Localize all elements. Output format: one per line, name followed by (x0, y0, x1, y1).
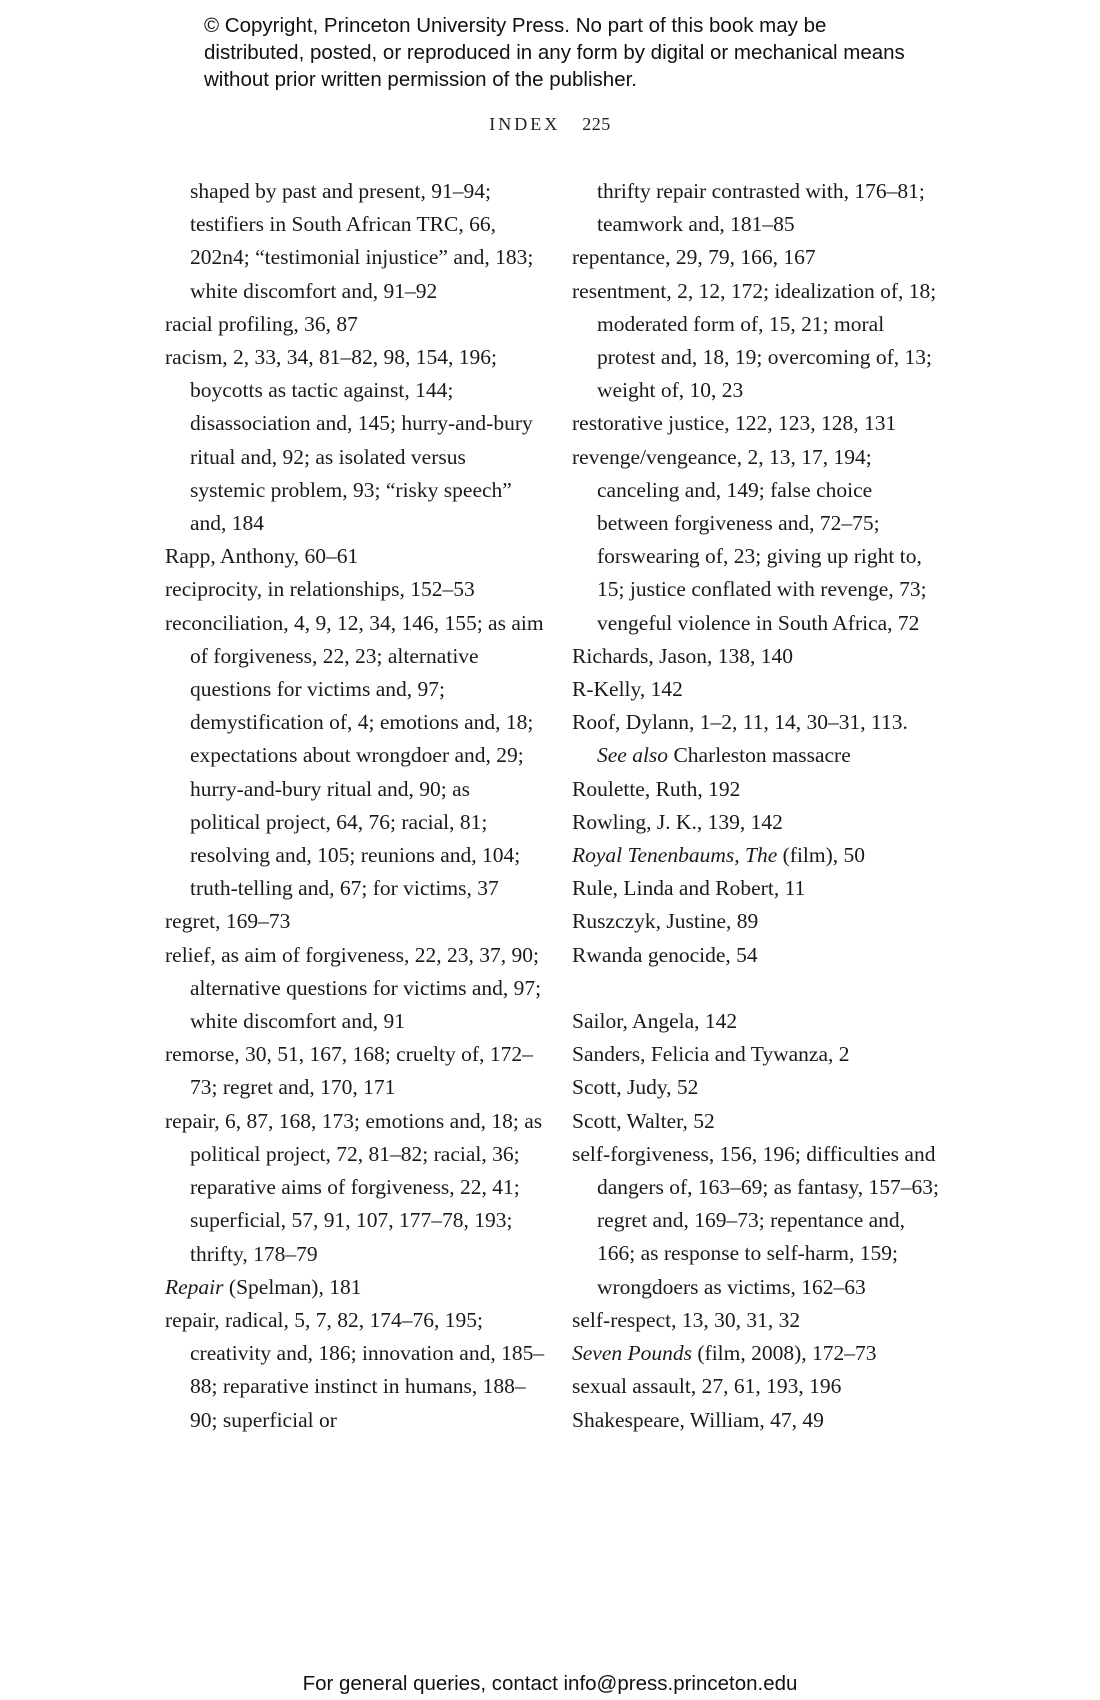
letter-group-gap (572, 972, 944, 1005)
index-entry: self-respect, 13, 30, 31, 32 (572, 1307, 801, 1332)
index-entry: Rapp, Anthony, 60–61 (165, 544, 359, 569)
index-entry: See also Charleston massacre (597, 743, 851, 768)
index-entry: reciprocity, in relationships, 152–53 (165, 577, 475, 602)
index-entry: racial profiling, 36, 87 (165, 311, 358, 336)
index-entry: sexual assault, 27, 61, 193, 196 (572, 1374, 842, 1399)
index-entry: Rwanda genocide, 54 (572, 942, 758, 967)
index-entry: reconciliation, 4, 9, 12, 34, 146, 155; as aim of forgiveness, 22, 23; alternative questions for victims and, 97; demystification of, 4; emotions and, 18; expectations about wrongdoer and, 29; hurry-and-bury ritual and, 90; as political project, 64, 76; racial, 81; resolving and, 105; reunions and, 104; truth-telling and, 67; for victims, 37 (165, 610, 544, 901)
index-entry: repentance, 29, 79, 166, 167 (572, 245, 816, 270)
index-entry: resentment, 2, 12, 172; idealization of, 18; moderated form of, 15, 21; moral protest and, 18, 19; overcoming of, 13; weight of, 10, 23 (572, 278, 937, 403)
index-entry: revenge/vengeance, 2, 13, 17, 194; canceling and, 149; false choice between forgiveness and, 72–75; forswearing of, 23; giving up right to, 15; justice conflated with revenge, 73; vengeful violence in South Africa, 72 (572, 444, 927, 635)
index-entry: repair, radical, 5, 7, 82, 174–76, 195; creativity and, 186; innovation and, 185–88; reparative instinct in humans, 188–90; superficial or (165, 1307, 545, 1432)
running-head (0, 114, 1100, 135)
index-entry: Sanders, Felicia and Tywanza, 2 (572, 1042, 850, 1067)
index-entry: shaped by past and present, 91–94; testifiers in South African TRC, 66, 202n4; “testimonial injustice” and, 183; white discomfort and, 91–92 (190, 179, 534, 303)
index-column-right (572, 175, 944, 1437)
index-entry: thrifty repair contrasted with, 176–81; teamwork and, 181–85 (597, 179, 925, 237)
running-head-label: INDEX (489, 114, 561, 134)
index-entry: regret, 169–73 (165, 909, 291, 934)
index-entry: restorative justice, 122, 123, 128, 131 (572, 411, 897, 436)
index-entry: Scott, Judy, 52 (572, 1075, 699, 1100)
index-entry: relief, as aim of forgiveness, 22, 23, 37, 90; alternative questions for victims and, 97; white discomfort and, 91 (165, 942, 542, 1034)
index-column-left (165, 175, 545, 1437)
index-entry: Ruszczyk, Justine, 89 (572, 909, 759, 934)
index-entry: Rowling, J. K., 139, 142 (572, 809, 783, 834)
index-entry: Roulette, Ruth, 192 (572, 776, 741, 801)
page-number: 225 (582, 114, 611, 134)
index-entry: Shakespeare, William, 47, 49 (572, 1407, 824, 1432)
index-entry: Seven Pounds (film, 2008), 172–73 (572, 1341, 877, 1366)
index-entry: R-Kelly, 142 (572, 677, 683, 702)
index-entry: Repair (Spelman), 181 (165, 1274, 362, 1299)
index-entry: repair, 6, 87, 168, 173; emotions and, 18; as political project, 72, 81–82; racial, 36; reparative aims of forgiveness, 22, 41; superficial, 57, 91, 107, 177–78, 193; thrifty, 178–79 (165, 1108, 543, 1266)
index-entry: remorse, 30, 51, 167, 168; cruelty of, 172–73; regret and, 170, 171 (165, 1042, 533, 1100)
index-entry: Royal Tenenbaums, The (film), 50 (572, 843, 866, 868)
copyright-notice: © Copyright, Princeton University Press. No part of this book may be distributed, posted, or reproduced in any form by digital or mechanical means without prior written permission of the publisher. (204, 14, 905, 91)
index-entry: Rule, Linda and Robert, 11 (572, 876, 806, 901)
index-entry: Roof, Dylann, 1–2, 11, 14, 30–31, 113. (572, 710, 908, 735)
index-entry: Scott, Walter, 52 (572, 1108, 715, 1133)
footer-contact: For general queries, contact info@press.princeton.edu (302, 1672, 798, 1695)
index-entry: self-forgiveness, 156, 196; difficulties and dangers of, 163–69; as fantasy, 157–63; regret and, 169–73; repentance and, 166; as response to self-harm, 159; wrongdoers as victims, 162–63 (572, 1141, 939, 1299)
index-entry: Richards, Jason, 138, 140 (572, 643, 793, 668)
index-entry: Sailor, Angela, 142 (572, 1009, 738, 1034)
index-entry: racism, 2, 33, 34, 81–82, 98, 154, 196; boycotts as tactic against, 144; disassociation and, 145; hurry-and-bury ritual and, 92; as isolated versus systemic problem, 93; “risky speech” and, 184 (165, 345, 533, 536)
